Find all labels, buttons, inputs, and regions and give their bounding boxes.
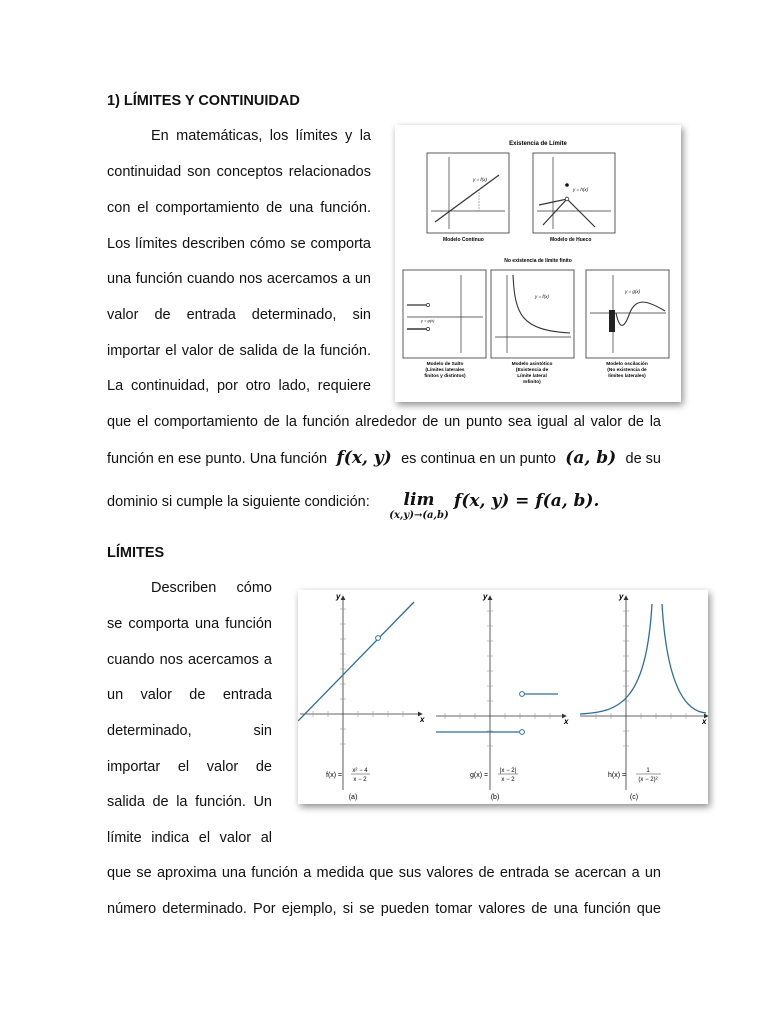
svg-text:x: x [702,717,707,726]
paragraph-line: que el comportamiento de la función alrededor de un punto sea igual al valor de la [107,414,661,430]
paragraph-line: importar el valor de [107,759,272,775]
svg-text:(b): (b) [490,794,500,801]
panel-oscillation [586,270,669,358]
paragraph-line: una función cuando nos acercamos a un [107,271,371,287]
panel-jump [403,270,486,358]
limit-models-diagram [395,125,681,402]
limit-examples-diagram [298,590,708,804]
panel-hole [533,153,615,233]
paragraph-text: función en ese punto. Una función [107,451,328,467]
figure-title: Existencia de Límite [509,141,567,147]
svg-text:y: y [619,592,624,601]
panel-continuous [427,153,509,233]
limit-expression: f(x, y) = f(a, b). [454,491,600,511]
paragraph-line: Describen cómo [151,580,272,596]
panel-a [298,592,425,801]
panel-b [436,592,569,801]
caption: Modelo Continuo [443,237,484,243]
point-ab: (a, b) [565,448,617,468]
x-axis-label: x [420,715,425,724]
paragraph-line: cuando nos acercamos a [107,652,272,668]
bottom-captions [424,361,648,385]
figure-subtitle: No existencia de límite finito [504,258,572,264]
svg-text:x: x [564,717,569,726]
paragraph-text: de su [625,451,661,467]
svg-text:Modelo de Salto(Límites latera: Modelo de Salto (Límites laterales finitos y distintos) [424,362,466,379]
function-fxy: f(x, y) [336,448,392,468]
svg-text:x − 2: x − 2 [353,777,367,783]
svg-text:Modelo oscilación(No existenci: Modelo oscilación (No existencia de límites laterales) [606,362,648,379]
svg-text:(a): (a) [348,794,358,801]
paragraph-line: dominio si cumple la siguiente condición: [107,494,370,510]
section-title: 1) LÍMITES Y CONTINUIDAD [107,93,300,109]
paragraph-line: se comporta una función [107,616,272,632]
svg-text:g(x) =: g(x) = [470,772,489,779]
paragraph-line: continuidad son conceptos relacionados [107,164,371,180]
paragraph-line-with-math [107,448,661,468]
panel-c [580,592,708,801]
paragraph-line: valor de entrada determinado, sin [107,307,371,323]
svg-text:|x − 2|: |x − 2| [499,768,517,774]
paragraph-line: un valor de entrada [107,687,272,703]
paragraph-line: importar el valor de salida de la función. [107,343,371,359]
paragraph-line: que se aproxima una función a medida que sus valores de entrada se acercan a un [107,865,661,881]
svg-text:x² − 4: x² − 4 [352,768,368,774]
paragraph-line: número determinado. Por ejemplo, si se pueden tomar valores de una función que [107,901,661,917]
svg-text:y: y [483,592,488,601]
svg-text:f(x) =: f(x) = [326,772,343,779]
svg-text:y = h(x): y = h(x) [573,187,589,192]
paragraph-line: En matemáticas, los límites y la [151,128,371,144]
svg-text:(c): (c) [629,794,639,801]
limit-formula [384,490,454,522]
section-title: LÍMITES [107,545,165,561]
svg-text:y = g(x): y = g(x) [421,318,435,323]
y-axis-label: y [336,592,341,601]
limit-symbol: lim [403,490,435,510]
panel-asymptotic [491,270,574,358]
limit-models-figure [395,125,681,402]
paragraph-line: con el comportamiento de una función. [107,200,371,216]
svg-text:h(x) =: h(x) = [608,772,627,779]
caption: Modelo de Hueco [550,237,592,243]
svg-text:y = f(x): y = f(x) [473,177,487,182]
limit-subscript: (x,y)→(a,b) [389,510,449,521]
svg-text:(x − 2)²: (x − 2)² [638,777,658,783]
svg-text:y = f(x): y = f(x) [535,294,549,299]
paragraph-line: determinado, sin [107,723,272,739]
paragraph-line: salida de la función. Un [107,794,272,810]
svg-text:y = g(x): y = g(x) [625,289,641,294]
paragraph-line: límite indica el valor al [107,830,272,846]
paragraph-line: Los límites describen cómo se comporta [107,236,371,252]
svg-text:x − 2: x − 2 [501,777,515,783]
svg-text:1: 1 [646,768,650,774]
svg-text:Modelo asintótico(Existencia d: Modelo asintótico (Existencia de Límite lateral Infinito) [511,362,553,385]
paragraph-line: La continuidad, por otro lado, requiere [107,378,371,394]
limit-examples-figure [298,590,708,804]
paragraph-text: es continua en un punto [401,451,556,467]
